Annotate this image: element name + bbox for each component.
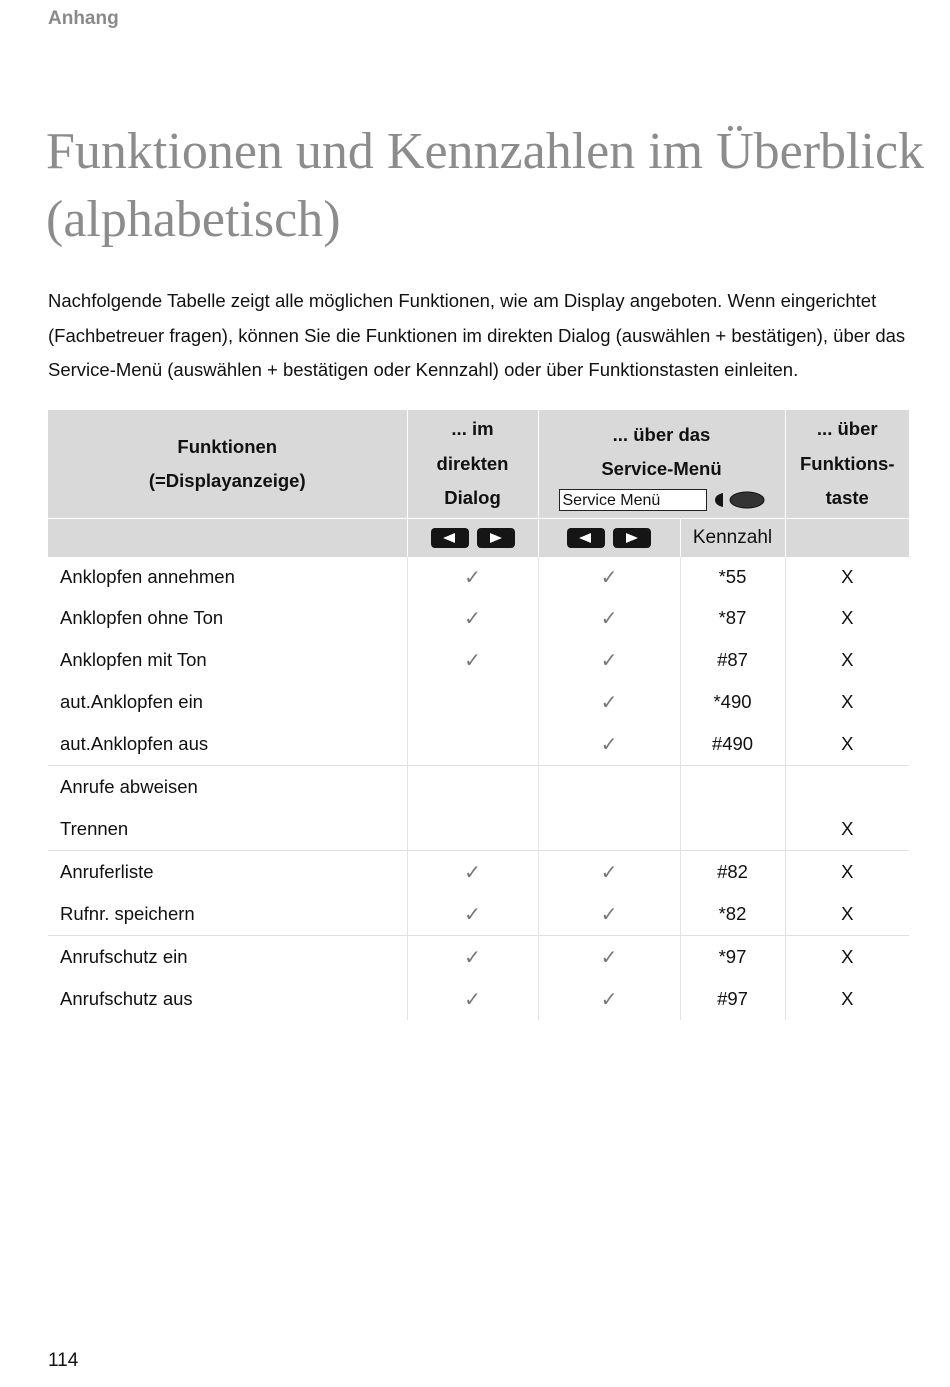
header-service-line2: Service-Menü [601,458,722,479]
service-check [538,766,680,809]
table-row [48,808,909,851]
service-key-icon [713,490,765,510]
kennzahl-code: *55 [680,557,785,597]
header-taste-line2: Funktions- [799,452,895,474]
table-row [48,557,909,597]
header-dialog [407,410,538,519]
taste-mark: X [785,723,909,766]
header-taste [785,410,909,519]
header-funktionen [48,410,407,519]
service-check: ✓ [538,936,680,979]
function-name: Anklopfen ohne Ton [60,607,224,628]
dialog-check: ✓ [407,557,538,597]
function-name: Anrufschutz ein [48,936,407,979]
taste-mark: X [785,851,909,894]
page-number: 114 [48,1350,79,1371]
table-row [48,766,909,809]
kennzahl-code [680,766,785,809]
dialog-check [407,766,538,809]
kennzahl-code: *97 [680,936,785,979]
functions-table [48,410,909,1020]
service-check: ✓ [538,978,680,1020]
table-row [48,978,909,1020]
header-service-line1: ... über das [612,423,711,445]
header-funktionen-line2: (=Displayanzeige) [148,470,306,491]
table-row [48,893,909,936]
subheader-kennzahl: Kennzahl [680,519,785,558]
taste-mark: X [785,893,909,936]
taste-mark: X [785,597,909,639]
arrow-left-key-icon [567,528,605,548]
subheader-taste-empty [785,519,909,558]
taste-mark: X [785,639,909,681]
function-name: Anrufe abweisen [48,766,407,809]
dialog-check: ✓ [407,893,538,936]
kennzahl-code: *82 [680,893,785,936]
arrow-right-key-icon [477,528,515,548]
kennzahl-code [680,808,785,851]
table-header-row [48,410,909,519]
kennzahl-code: #490 [680,723,785,766]
service-check [538,808,680,851]
dialog-check: ✓ [407,597,538,639]
service-check: ✓ [538,851,680,894]
arrow-right-key-icon [613,528,651,548]
service-check: ✓ [538,681,680,723]
kennzahl-code: #97 [680,978,785,1020]
header-dialog-line2: direkten [436,452,509,474]
header-funktionen-line1: Funktionen [177,435,278,457]
function-name: Anrufschutz aus [60,988,193,1009]
kennzahl-code: #87 [680,639,785,681]
header-taste-line1: ... über [816,418,878,440]
subheader-service-keys [538,519,680,558]
header-service [538,410,785,519]
service-check: ✓ [538,723,680,766]
function-name: Rufnr. speichern [60,903,195,924]
dialog-check: ✓ [407,978,538,1020]
taste-mark: X [785,808,909,851]
service-check: ✓ [538,597,680,639]
table-row [48,639,909,681]
service-check: ✓ [538,639,680,681]
service-menu-display [539,489,785,511]
dialog-check [407,808,538,851]
taste-mark: X [785,978,909,1020]
subheader-empty [48,519,407,558]
header-dialog-line3: Dialog [444,487,501,509]
table-subheader-row [48,519,909,558]
function-name: aut.Anklopfen ein [60,691,203,712]
page-title: Funktionen und Kennzahlen im Überblick (alphabetisch) [46,123,925,248]
function-name: Trennen [60,818,129,839]
taste-mark [785,766,909,809]
header-taste-line3: taste [825,487,869,509]
table-row [48,681,909,723]
function-name: aut.Anklopfen aus [60,733,209,754]
taste-mark: X [785,557,909,597]
table-row [48,936,909,979]
section-label: Anhang [48,8,119,29]
dialog-check [407,681,538,723]
dialog-check [407,723,538,766]
intro-paragraph: Nachfolgende Tabelle zeigt alle möglichen Funktionen, wie am Display angeboten. Wenn eingerichtet (Fachbetreuer fragen), können Sie die Funktionen im direkten Dialog (auswählen + bestätigen), über das Service-Menü (auswählen + bestätigen oder Kennzahl) oder über Funktionstasten einleiten. [48,290,906,380]
subheader-dialog-keys [407,519,538,558]
table-row [48,597,909,639]
function-name: Anklopfen annehmen [60,566,235,587]
kennzahl-code: *490 [680,681,785,723]
header-dialog-line1: ... im [451,418,494,440]
dialog-check: ✓ [407,639,538,681]
service-check: ✓ [538,557,680,597]
service-menu-box: Service Menü [559,489,707,511]
arrow-left-key-icon [431,528,469,548]
table-row [48,851,909,894]
kennzahl-code: *87 [680,597,785,639]
function-name: Anruferliste [48,851,407,894]
table-body [48,557,909,1020]
service-check: ✓ [538,893,680,936]
taste-mark: X [785,936,909,979]
function-name: Anklopfen mit Ton [60,649,207,670]
table-row [48,723,909,766]
kennzahl-code: #82 [680,851,785,894]
dialog-check: ✓ [407,851,538,894]
taste-mark: X [785,681,909,723]
dialog-check: ✓ [407,936,538,979]
